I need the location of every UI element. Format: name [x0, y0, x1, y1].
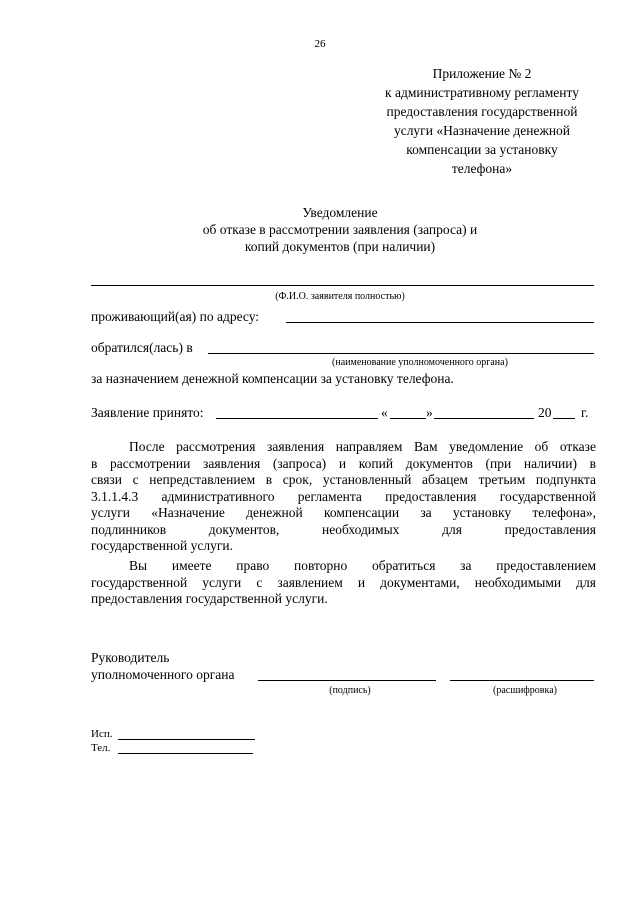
appendix-header — [360, 64, 604, 178]
appendix-line: предоставления государственной — [386, 104, 578, 119]
quote-close: » — [426, 405, 433, 420]
executor-label: Исп. — [91, 728, 113, 740]
quote-open: « — [381, 405, 388, 420]
accepted-label: Заявление принято: — [91, 405, 204, 420]
body-line: услуги «Назначение денежной компенсации за установку телефона», — [91, 505, 596, 520]
page-number: 26 — [314, 38, 326, 50]
day-blank-line[interactable] — [390, 418, 426, 419]
body-line: подлинников документов, необходимых для предоставления — [91, 521, 596, 537]
notice-title-line: Уведомление — [302, 205, 378, 220]
body-paragraph-2 — [91, 558, 596, 608]
month-blank-line[interactable] — [434, 418, 534, 419]
body-line: связи с непредставлением в срок, установленный абзацем третьим подпункта — [91, 472, 596, 487]
organ-caption: (наименование уполномоченного органа) — [332, 357, 508, 368]
organ-label: уполномоченного органа — [91, 667, 235, 682]
signature-blank-line[interactable] — [258, 680, 436, 681]
appendix-line: услуги «Назначение денежной — [393, 123, 571, 138]
body-line: После рассмотрения заявления направляем Вам уведомление об отказе — [129, 439, 596, 454]
phone-label: Тел. — [91, 742, 111, 754]
notice-title-line: об отказе в рассмотрении заявления (запроса) и — [202, 222, 478, 237]
address-label: проживающий(ая) по адресу: — [91, 309, 260, 324]
purpose-text: за назначением денежной компенсации за установку телефона. — [91, 371, 454, 386]
appendix-line: компенсации за установку — [406, 142, 558, 157]
executor-blank-line[interactable] — [118, 739, 255, 740]
body-paragraph-1 — [91, 439, 596, 555]
decode-caption: (расшифровка) — [493, 685, 557, 696]
phone-blank-line[interactable] — [118, 753, 253, 754]
body-line: Вы имеете право повторно обратиться за предоставлением — [129, 558, 596, 573]
body-line: 3.1.1.4.3 административного регламента предоставления государственной — [91, 488, 596, 504]
decode-blank-line[interactable] — [450, 680, 594, 681]
year-suffix: г. — [581, 405, 589, 420]
organ-blank-line[interactable] — [208, 353, 594, 354]
appendix-line: к административному регламенту — [385, 85, 579, 100]
body-line: предоставления государственной услуги. — [91, 591, 328, 606]
address-blank-line[interactable] — [286, 322, 594, 323]
body-line: государственной услуги. — [91, 538, 233, 553]
year-blank-line[interactable] — [553, 418, 575, 419]
head-label: Руководитель — [91, 650, 170, 665]
fio-caption: (Ф.И.О. заявителя полностью) — [275, 291, 405, 302]
applied-label: обратился(лась) в — [91, 340, 193, 355]
appendix-line: телефона» — [451, 161, 513, 176]
appendix-line: Приложение № 2 — [432, 66, 532, 81]
fio-blank-line[interactable] — [91, 285, 594, 286]
body-line: в рассмотрении заявления (запроса) и копий документов (при наличии) в — [91, 455, 596, 471]
body-line: государственной услуги с заявлением и документами, необходимыми для — [91, 574, 596, 590]
sign-caption: (подпись) — [329, 685, 371, 696]
notice-title — [100, 204, 580, 255]
accepted-blank-line[interactable] — [216, 418, 378, 419]
year-prefix: 20 — [538, 405, 552, 420]
notice-title-line: копий документов (при наличии) — [244, 239, 436, 254]
